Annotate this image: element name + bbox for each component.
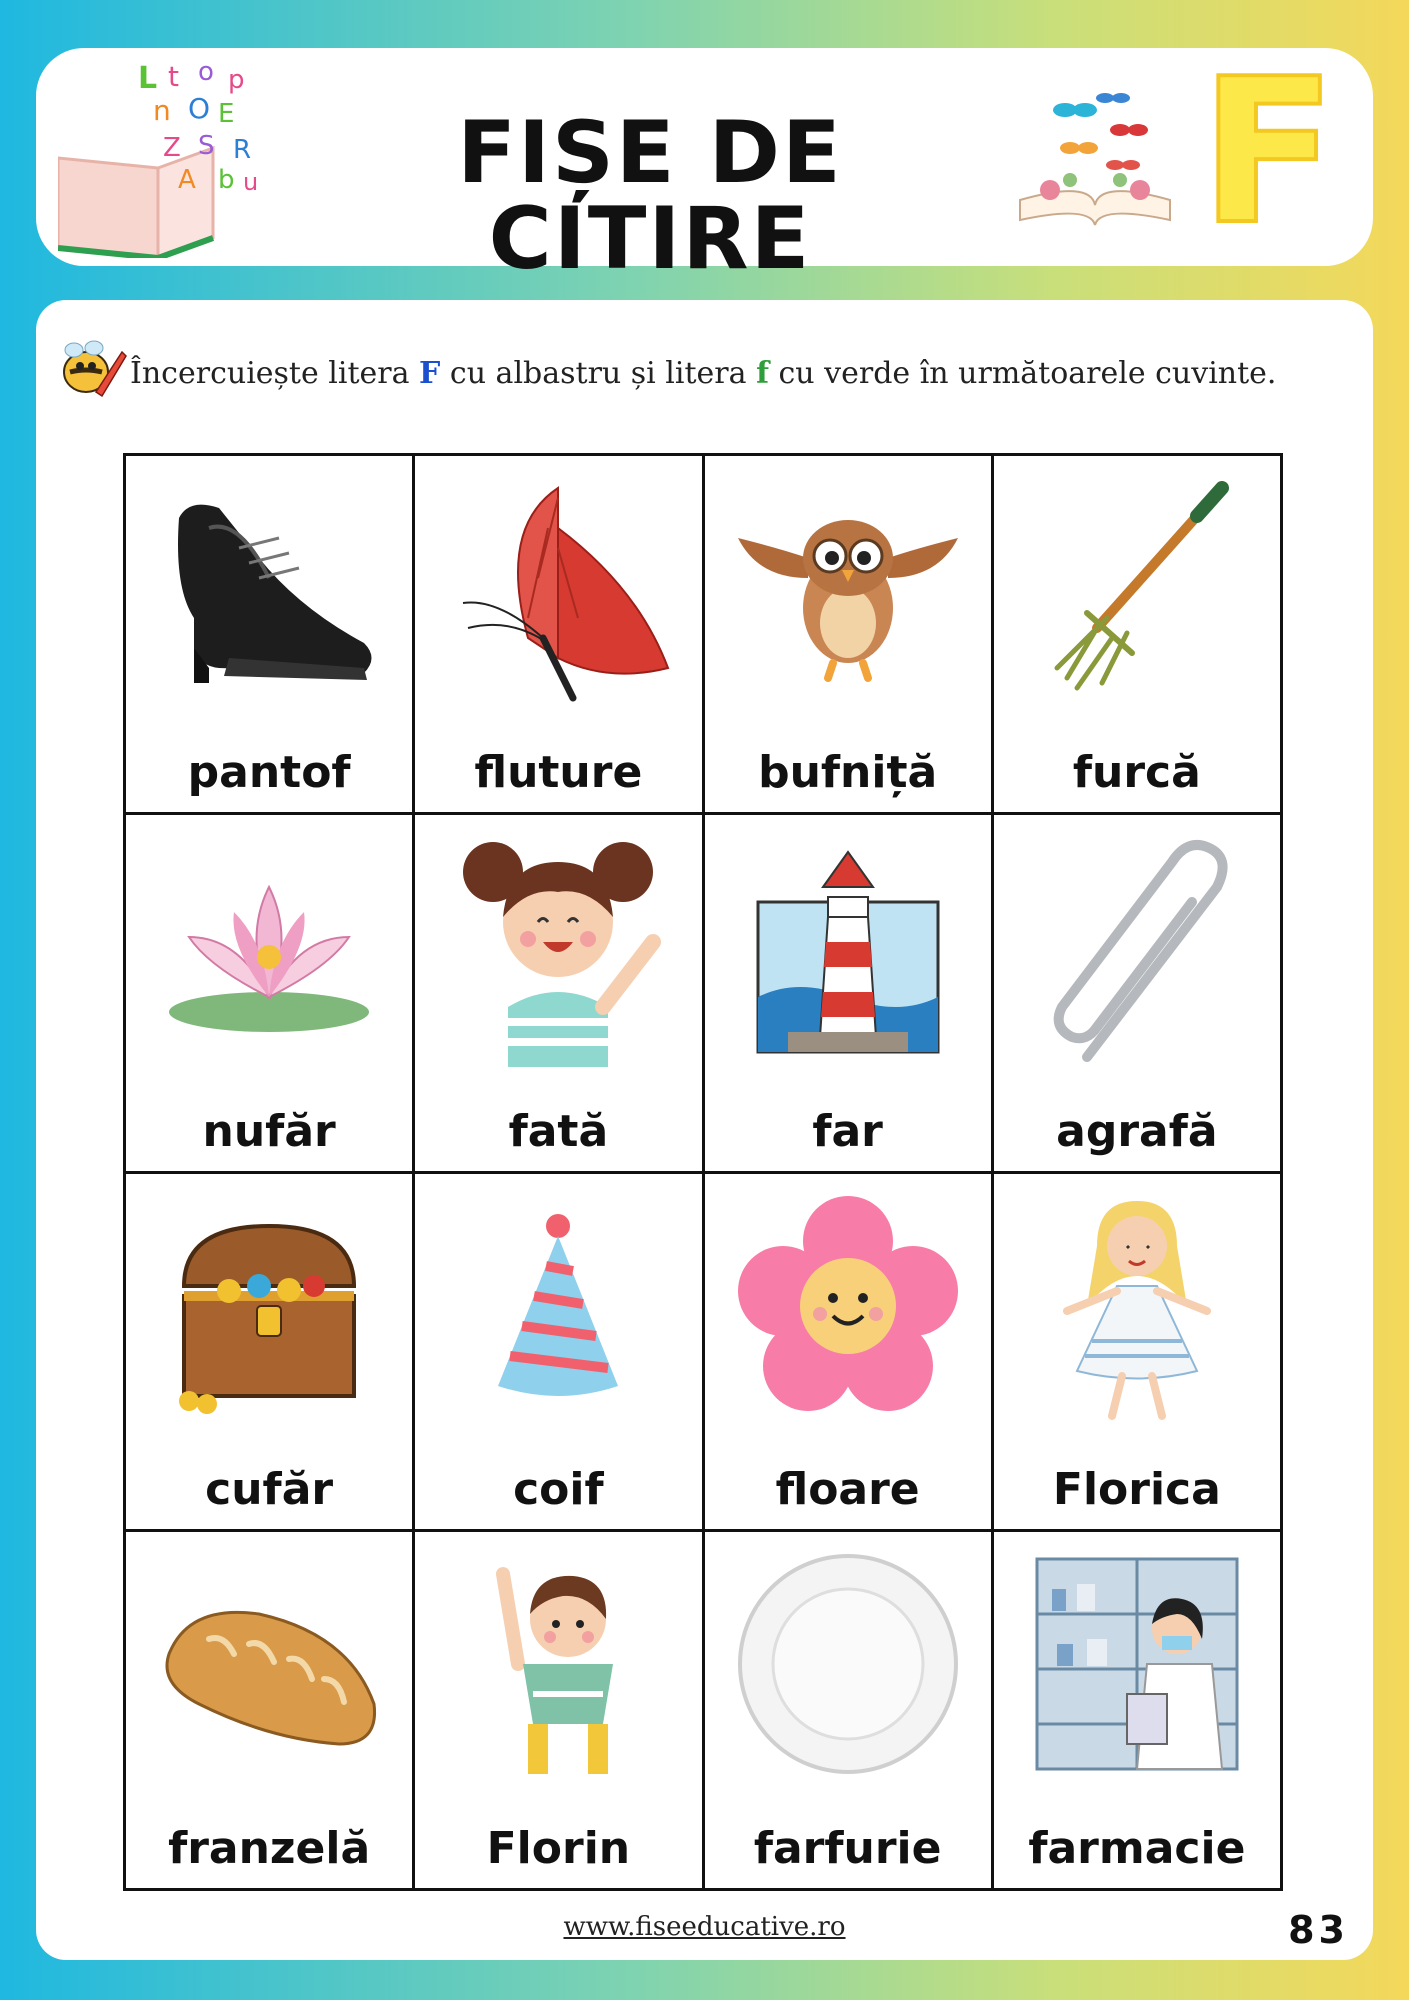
plate-icon [728,1544,968,1784]
svg-text:n: n [153,94,171,127]
word-grid [123,453,1283,1891]
word-cell[interactable] [703,813,992,1172]
page-number: 83 [1288,1908,1349,1952]
flower-icon [728,1186,968,1426]
word-label: nufăr [202,1105,336,1157]
butterfly-icon [438,468,678,708]
word-cell[interactable] [703,1531,992,1890]
word-label: franzelă [168,1823,371,1874]
pharmacy-icon [1017,1544,1257,1784]
lighthouse-icon [728,827,968,1067]
svg-text:E: E [218,99,235,129]
word-cell[interactable] [703,455,992,814]
website-link[interactable]: www.fiseeducative.ro [563,1912,846,1942]
word-cell[interactable] [992,813,1281,1172]
svg-text:O: O [188,92,211,125]
word-label: agrafă [1056,1105,1218,1157]
girl-dress-icon [1017,1186,1257,1426]
instruction-part: cu albastru și litera [440,356,757,391]
word-label: Florin [486,1823,631,1874]
instruction-part: cu verde în următoarele cuvinte. [768,356,1277,391]
word-label: Florica [1052,1464,1221,1516]
word-cell[interactable] [414,1531,703,1890]
word-label: bufniță [758,746,938,798]
water-lily-icon [149,827,389,1067]
bread-icon [149,1544,389,1784]
svg-text:Z: Z [163,133,181,163]
svg-text:u: u [243,168,259,196]
word-label: farmacie [1028,1823,1246,1874]
svg-text:R: R [233,135,252,165]
word-cell[interactable] [414,813,703,1172]
instruction-text [130,356,1330,391]
instruction-part: Încercuiește litera [130,356,420,391]
word-cell[interactable] [992,1531,1281,1890]
svg-text:S: S [198,131,215,161]
svg-text:b: b [218,165,235,195]
party-hat-icon [438,1186,678,1426]
word-cell[interactable] [992,455,1281,814]
word-cell[interactable] [125,1531,414,1890]
svg-text:p: p [228,65,245,95]
svg-text:A: A [178,165,196,195]
shoe-icon [149,468,389,708]
word-cell[interactable] [125,813,414,1172]
owl-icon [728,468,968,708]
word-cell[interactable] [703,1172,992,1531]
svg-text:o: o [198,58,214,87]
word-cell[interactable] [992,1172,1281,1531]
alphabet-book-icon [58,58,278,258]
treasure-chest-icon [149,1186,389,1426]
word-label: fluture [474,746,643,798]
paperclip-icon [1017,827,1257,1067]
word-label: fată [508,1105,609,1157]
word-label: far [812,1105,883,1157]
svg-text:L: L [138,61,158,96]
page-title: FIȘE DE CITIRE [457,103,843,289]
uppercase-letter: F [419,356,441,391]
word-label: coif [513,1464,604,1516]
word-cell[interactable] [414,455,703,814]
word-label: farfurie [753,1823,942,1874]
lowercase-letter: f [756,356,769,391]
word-label: cufăr [205,1464,334,1516]
svg-text:t: t [168,60,179,93]
bee-pencil-icon [56,332,128,404]
butterflies-book-icon [1010,80,1180,230]
word-label: pantof [187,746,351,798]
word-cell[interactable] [125,455,414,814]
word-cell[interactable] [414,1172,703,1531]
girl-icon [438,827,678,1067]
word-label: furcă [1072,746,1201,798]
pitchfork-icon [1017,468,1257,708]
featured-letter: F [1200,36,1337,269]
word-label: floare [775,1464,920,1516]
boy-icon [438,1544,678,1784]
word-cell[interactable] [125,1172,414,1531]
